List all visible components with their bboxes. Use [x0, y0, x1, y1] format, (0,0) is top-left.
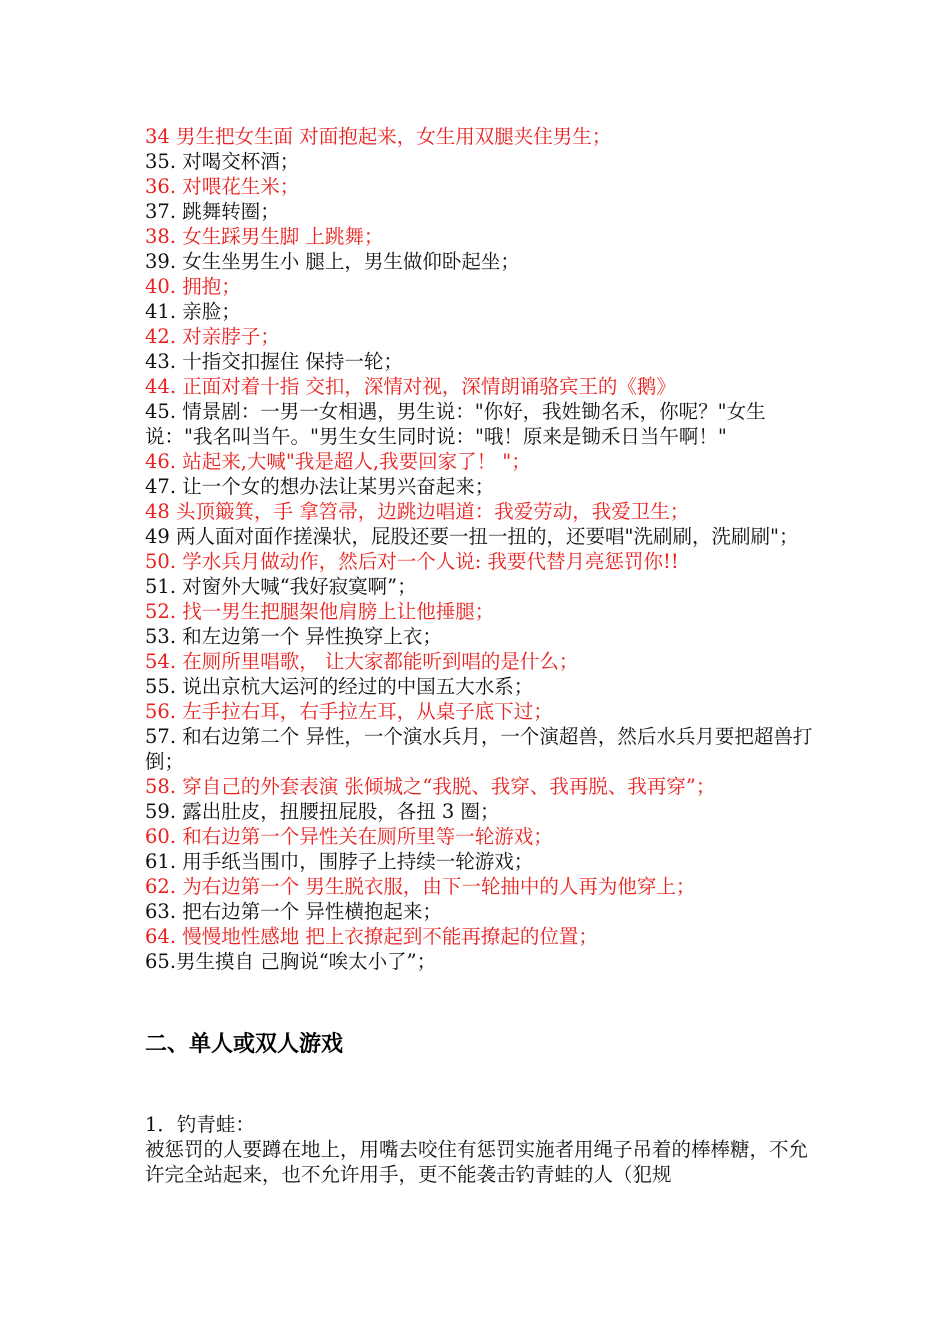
game-description: 被惩罚的人要蹲在地上，用嘴去咬住有惩罚实施者用绳子吊着的棒棒糖，不允许完全站起来，也不允许用手，更不能袭击钓青蛙的人（犯规 [145, 1138, 809, 1186]
list-item: 40. 拥抱； [145, 275, 241, 298]
document-page [145, 124, 813, 1187]
list-item: 53. 和左边第一个 异性换穿上衣； [145, 625, 442, 648]
list-item: 39. 女生坐男生小 腿上，男生做仰卧起坐； [145, 250, 520, 273]
list-item: 54. 在厕所里唱歌， 让大家都能听到唱的是什么； [145, 650, 579, 673]
game-title: 1．钓青蛙： [145, 1113, 255, 1136]
section-heading: 二、单人或双人游戏 [145, 1032, 344, 1057]
list-item: 43. 十指交扣握住 保持一轮； [145, 350, 403, 373]
list-item: 64. 慢慢地性感地 把上衣撩起到不能再撩起的位置； [145, 925, 598, 948]
list-item: 38. 女生踩男生脚 上跳舞； [145, 225, 384, 248]
list-item: 57. 和右边第二个 异性，一个演水兵月，一个演超兽，然后水兵月要把超兽打倒； [145, 725, 813, 773]
list-item: 45. 情景剧：一男一女相遇，男生说："你好，我姓锄名禾，你呢？"女生说："我名叫当午。"男生女生同时说："哦！原来是锄禾日当午啊！" [145, 400, 766, 448]
list-item: 34 男生把女生面 对面抱起来，女生用双腿夹住男生； [145, 125, 612, 148]
list-item: 56. 左手拉右耳，右手拉左耳，从桌子底下过； [145, 700, 553, 723]
list-item: 44. 正面对着十指 交扣，深情对视，深情朗诵骆宾王的《鹅》 [145, 375, 676, 398]
list-item: 62. 为右边第一个 男生脱衣服，由下一轮抽中的人再为他穿上； [145, 875, 696, 898]
list-item: 42. 对亲脖子； [145, 325, 280, 348]
list-item: 35. 对喝交杯酒； [145, 150, 300, 173]
list-item: 36. 对喂花生米； [145, 175, 300, 198]
item-list [145, 124, 813, 974]
list-item: 52. 找一男生把腿架他肩膀上让他捶腿； [145, 600, 495, 623]
list-item: 58. 穿自己的外套表演 张倾城之“我脱、我穿、我再脱、我再穿”； [145, 775, 716, 798]
list-item: 48 头顶簸箕，手 拿笤帚，边跳边唱道：我爱劳动，我爱卫生； [145, 500, 690, 523]
list-item: 60. 和右边第一个异性关在厕所里等一轮游戏； [145, 825, 553, 848]
list-item: 59. 露出肚皮，扭腰扭屁股，各扭 3 圈； [145, 800, 500, 823]
list-item: 65.男生摸自 己胸说“唉太小了”； [145, 950, 437, 973]
list-item: 61. 用手纸当围巾，围脖子上持续一轮游戏； [145, 850, 534, 873]
list-item: 63. 把右边第一个 异性横抱起来； [145, 900, 442, 923]
list-item: 46. 站起来,大喊"我是超人,我要回家了！ "； [145, 450, 531, 473]
list-item: 51. 对窗外大喊“我好寂寞啊”； [145, 575, 417, 598]
list-item: 47. 让一个女的想办法让某男兴奋起来； [145, 475, 495, 498]
list-item: 41. 亲脸； [145, 300, 241, 323]
list-item: 55. 说出京杭大运河的经过的中国五大水系； [145, 675, 534, 698]
list-item: 50. 学水兵月做动作，然后对一个人说: 我要代替月亮惩罚你!! [145, 550, 679, 573]
list-item: 49 两人面对面作搓澡状，屁股还要一扭一扭的，还要唱"洗刷刷，洗刷刷"； [145, 525, 799, 548]
list-item: 37. 跳舞转圈； [145, 200, 280, 223]
